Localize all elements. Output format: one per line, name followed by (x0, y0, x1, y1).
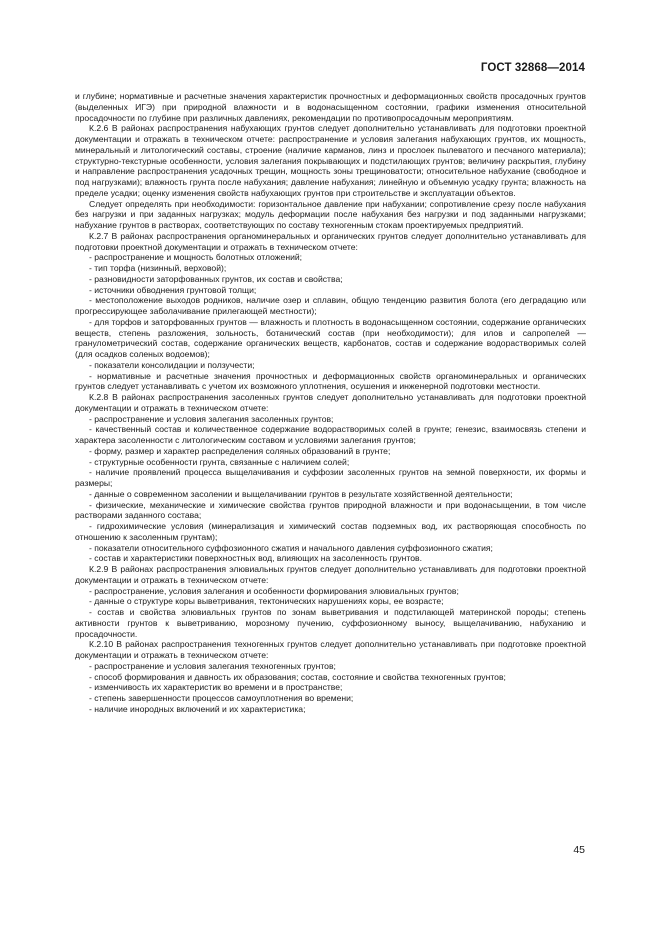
list-item: - для торфов и заторфованных грунтов — влажность и плотность в водонасыщенном состоянии, содержание органических веществ, степень разложения, зольность, ботанический состав (при необходимости); для илов и сапропелей — гранулометрический состав, содержание органических веществ, карбонатов, состав и содержание водорастворимых солей (для осадков соленых водоемов); (75, 316, 586, 359)
page-number: 45 (573, 844, 585, 856)
document-body (75, 91, 586, 715)
list-item: - показатели консолидации и ползучести; (89, 359, 255, 370)
paragraph: и глубине; нормативные и расчетные значения характеристик прочностных и деформационных свойств просадочных грунтов (выделенных ИГЭ) при природной влажности и в водонасыщенном состоянии, графики изменения относительной просадочности по глубине при различных давлениях, рекомендации по противопросадочным мероприятиям. (75, 91, 586, 123)
paragraph: К.2.10 В районах распространения техногенных грунтов следует дополнительно устанавливать при подготовке проектной документации и отражать в техническом отчете: (75, 639, 586, 660)
list-item: - распространение и условия залегания засоленных грунтов; (89, 413, 334, 424)
list-item: - способ формирования и давность их образования; состав, состояние и свойства техногенных грунтов; (89, 671, 506, 682)
paragraph: К.2.8 В районах распространения засоленных грунтов следует дополнительно устанавливать для подготовки проектной документации и отражать в техническом отчете: (75, 392, 586, 413)
list-item: - данные о структуре коры выветривания, тектонических нарушениях коры, ее возрасте; (89, 596, 444, 607)
list-item: - распространение и мощность болотных отложений; (89, 252, 303, 263)
document-code-header: ГОСТ 32868—2014 (480, 62, 585, 74)
list-item: - гидрохимические условия (минерализация и химический состав подземных вод, их растворяющая способность по отношению к засоленным грунтам); (75, 521, 586, 542)
list-item: - изменчивость их характеристик во времени и в пространстве; (89, 682, 343, 693)
paragraph: К.2.9 В районах распространения элювиальных грунтов следует дополнительно устанавливать для подготовки проектной документации и отражать в техническом отчете: (75, 564, 586, 585)
list-item: - данные о современном засолении и выщелачивании грунтов в результате хозяйственной деятельности; (89, 488, 513, 499)
list-item: - распространение, условия залегания и особенности формирования элювиальных грунтов; (89, 585, 459, 596)
list-item: - наличие проявлений процесса выщелачивания и суффозии засоленных грунтов на земной поверхности, их формы и размеры; (75, 467, 586, 488)
list-item: - наличие инородных включений и их характеристика; (89, 703, 306, 714)
list-item: - источники обводнения грунтовой толщи; (89, 284, 257, 295)
paragraph: Следует определять при необходимости: горизонтальное давление при набухании; сопротивление срезу после набухания без нагрузки и при заданных нагрузках; модуль деформации после набухания без нагрузки и под заданными нагрузками; набухание грунтов в растворах, соответствующих по составу техногенным стокам проектируемых предприятий. (75, 198, 586, 230)
list-item: - структурные особенности грунта, связанные с наличием солей; (89, 456, 350, 467)
list-item: - разновидности заторфованных грунтов, их состав и свойства; (89, 273, 343, 284)
list-item: - физические, механические и химические свойства грунтов природной влажности и при водонасыщении, в том числе растворами заданного состава; (75, 499, 586, 521)
list-item: - степень завершенности процессов самоуплотнения во времени; (89, 693, 354, 703)
list-item: - показатели относительного суффозионного сжатия и начального давления суффозионного сжатия; (89, 542, 493, 553)
list-item: - состав и свойства элювиальных грунтов по зонам выветривания и подстилающей материнской породы; степень активности грунтов к выветриванию, морозному пучению, суффозионному выносу, выщелачиванию, набуханию и просадочности. (75, 607, 586, 639)
list-item: - распространение и условия залегания техногенных грунтов; (89, 660, 336, 671)
list-item: - местоположение выходов родников, наличие озер и сплавин, общую тенденцию развития болота (его деградацию или прогрессирующее заболачивание прилегающей местности); (75, 295, 586, 316)
list-item: - нормативные и расчетные значения прочностных и деформационных свойств органоминеральных и органических грунтов следует устанавливать с учетом их возможного уплотнения, осушения и инженерной подготовки местности. (75, 370, 586, 392)
paragraph: К.2.7 В районах распространения органоминеральных и органических грунтов следует дополнительно устанавливать для подготовки проектной документации и отражать в техническом отчете: (75, 230, 586, 252)
list-item: - качественный состав и количественное содержание водорастворимых солей в грунте; генезис, взаимосвязь степени и характера засоленности с литологическим составом и условиями залегания грунтов; (75, 424, 586, 445)
list-item: - тип торфа (низинный, верховой); (89, 263, 227, 273)
list-item: - состав и характеристики поверхностных вод, влияющих на засоленность грунтов. (89, 553, 422, 564)
paragraph: К.2.6 В районах распространения набухающих грунтов следует дополнительно устанавливать для подготовки проектной документации и отражать в техническом отчете: распространение и условия залегания набухающих грунтов, их мощность, минеральный и литологический составы, строение (наличие карманов, линз и прослоек пылеватого и песчаного материала); структурно-текстурные особенности, условия залегания покрывающих и подстилающих грунтов; величину раскрытия, глубину и направление распространения усадочных трещин, мощность зоны трещиноватости; относительное набухание (свободное и под нагрузками); влажность грунта после набухания; давление набухания; линейную и объемную усадку грунта; влажность на пределе усадки; оценку изменения свойств набухающих грунтов при строительстве и эксплуатации объектов. (75, 123, 586, 198)
list-item: - форму, размер и характер распределения соляных образований в грунте; (89, 445, 391, 456)
